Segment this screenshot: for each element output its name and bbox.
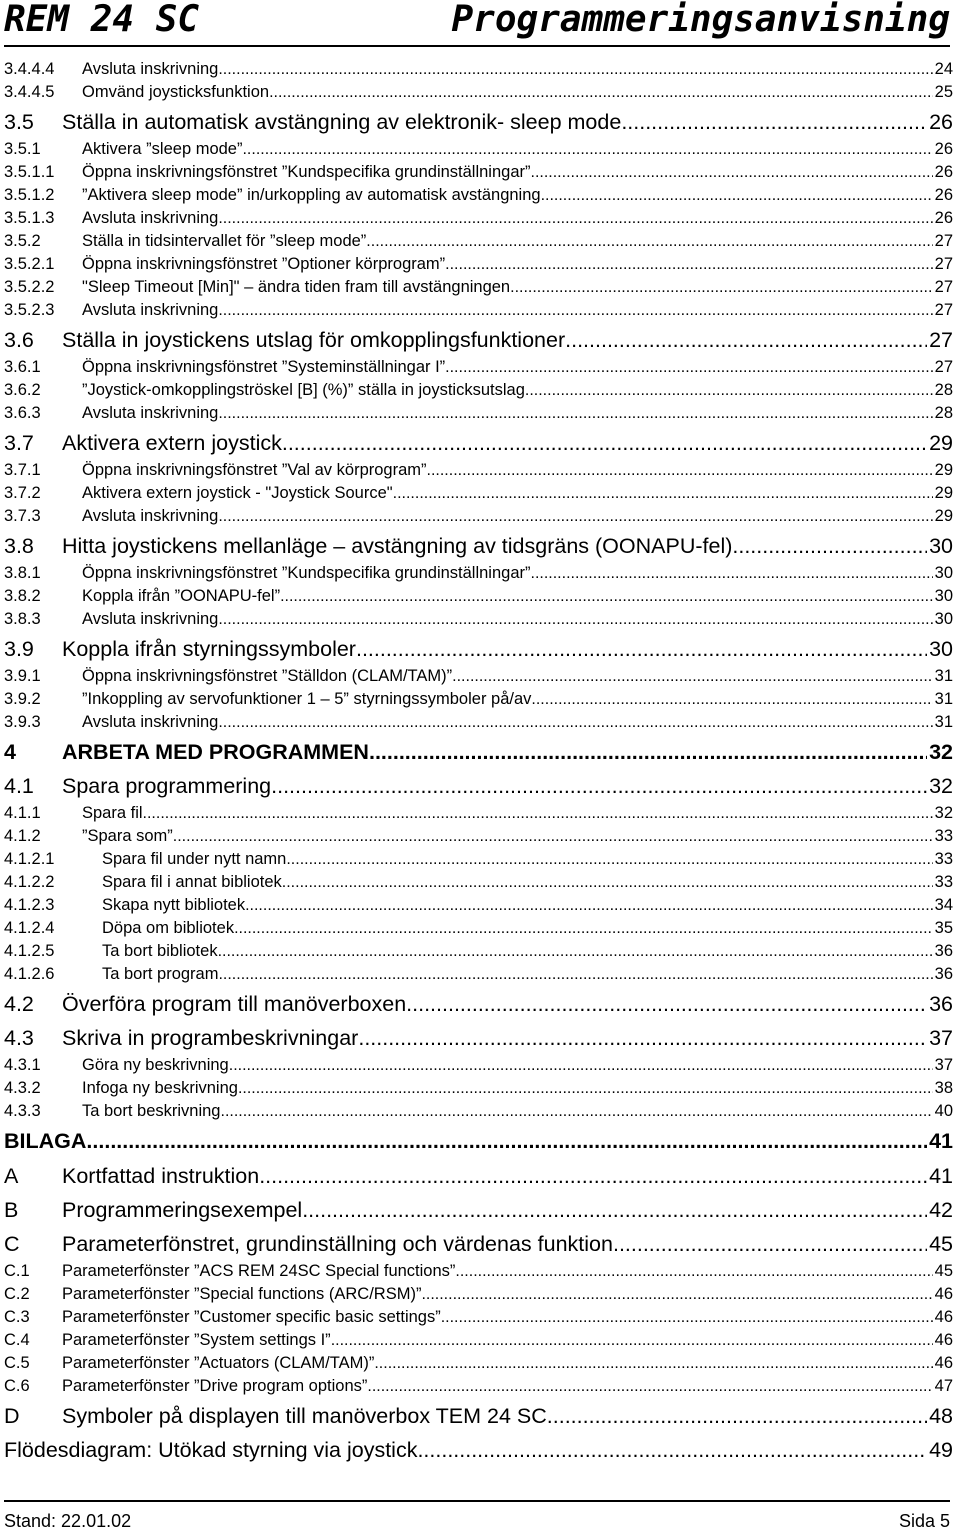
toc-dot-leader [393,482,933,505]
toc-entry-number: 4 [4,740,16,764]
toc-entry-number: 3.8.1 [4,564,41,582]
toc-dot-leader [143,802,933,825]
toc-entry[interactable] [4,276,953,299]
toc-entry-number: 4.3 [4,1026,34,1050]
toc-entry-number: 3.6.1 [4,358,41,376]
toc-entry[interactable] [4,1054,953,1077]
toc-entry[interactable] [4,585,953,608]
toc-entry[interactable] [4,528,953,562]
toc-dot-leader [86,1123,927,1158]
toc-dot-leader [271,768,927,802]
toc-entry-title: Flödesdiagram: Utökad styrning via joystick [4,1438,418,1462]
toc-dot-leader [280,585,933,608]
toc-entry[interactable] [4,1432,953,1467]
toc-entry[interactable] [4,230,953,253]
toc-entry-number: C.3 [4,1308,30,1326]
toc-entry[interactable] [4,1260,953,1283]
toc-entry-page: 33 [934,850,953,868]
toc-dot-leader [406,986,927,1020]
toc-entry-number: 3.4.4.4 [4,60,55,78]
toc-entry[interactable] [4,1020,953,1054]
toc-dot-leader [331,1329,933,1352]
toc-entry-page: 30 [934,587,953,605]
toc-entry-number: 3.5.1.3 [4,209,55,227]
toc-entry-number: 4.3.1 [4,1056,41,1074]
toc-entry-number: 3.9.1 [4,667,41,685]
toc-entry[interactable] [4,161,953,184]
toc-dot-leader [621,104,927,138]
toc-entry-page: 34 [934,896,953,914]
toc-entry-title: Öppna inskrivningsfönstret ”Ställdon (CLAM/TAM)” [82,667,453,685]
toc-entry-page: 30 [929,637,953,661]
toc-dot-leader [369,734,927,768]
toc-entry[interactable] [4,1283,953,1306]
toc-dot-leader [366,230,932,253]
toc-entry-title: Avsluta inskrivning [82,404,219,422]
toc-entry-number: 3.9.3 [4,713,41,731]
toc-entry-title: Aktivera ”sleep mode” [82,140,243,158]
toc-entry-page: 27 [934,358,953,376]
toc-dot-leader [421,1283,932,1306]
toc-entry-title: Avsluta inskrivning [82,60,219,78]
toc-entry-number: 3.7.2 [4,484,41,502]
toc-entry-title: Parameterfönster ”Drive program options” [62,1377,368,1395]
toc-entry[interactable] [4,802,953,825]
toc-entry[interactable] [4,963,953,986]
toc-entry-title: Avsluta inskrivning [82,301,219,319]
table-of-contents [4,58,953,1467]
toc-entry-number: 3.7 [4,431,34,455]
toc-entry-number: 3.5.2.2 [4,278,55,296]
toc-entry-number: 3.5 [4,110,34,134]
toc-entry-number: 3.9.2 [4,690,41,708]
toc-entry-title: BILAGA [4,1129,87,1153]
toc-entry[interactable] [4,253,953,276]
toc-entry-number: 4.1.2.6 [4,965,55,983]
toc-entry-title: Infoga ny beskrivning [82,1079,238,1097]
toc-entry-number: C.1 [4,1262,30,1280]
toc-dot-leader [441,1306,933,1329]
toc-dot-leader [218,608,932,631]
toc-entry[interactable] [4,1375,953,1398]
toc-entry-number: 3.5.1.1 [4,163,55,181]
toc-entry-title: Ta bort program [102,965,219,983]
toc-entry-number: C.2 [4,1285,30,1303]
toc-entry[interactable] [4,1226,953,1260]
page-header [4,0,950,47]
toc-dot-leader [541,184,933,207]
toc-dot-leader [531,562,933,585]
toc-entry-number: 4.1.2.1 [4,850,55,868]
toc-entry-number: 3.8 [4,534,34,558]
toc-entry[interactable] [4,379,953,402]
toc-entry-number: 3.7.1 [4,461,41,479]
toc-entry[interactable] [4,184,953,207]
toc-entry-number: 4.1.2.4 [4,919,55,937]
toc-entry-title: Göra ny beskrivning [82,1056,229,1074]
toc-entry[interactable] [4,1100,953,1123]
toc-entry-number: 3.8.3 [4,610,41,628]
footer-date: Stand: 22.01.02 [4,1511,132,1531]
toc-entry-page: 30 [929,534,953,558]
toc-entry[interactable] [4,402,953,425]
page-footer [4,1500,950,1533]
toc-dot-leader [531,161,933,184]
toc-entry-title: Spara programmering [62,774,272,798]
toc-entry-number: 4.3.3 [4,1102,41,1120]
toc-entry-title: Skapa nytt bibliotek [102,896,246,914]
toc-entry-number: 3.5.2.3 [4,301,55,319]
toc-entry-title: Omvänd joysticksfunktion [82,83,270,101]
toc-entry-number: 4.1.2.5 [4,942,55,960]
toc-entry-title: ”Aktivera sleep mode” in/urkoppling av automatisk avstängning [82,186,541,204]
toc-entry-title: Öppna inskrivningsfönstret ”Kundspecifika grundinställningar” [82,564,531,582]
toc-entry-page: 37 [929,1026,953,1050]
toc-entry-page: 28 [934,381,953,399]
toc-entry-page: 46 [934,1285,953,1303]
toc-entry[interactable] [4,459,953,482]
toc-entry[interactable] [4,1192,953,1226]
toc-entry-page: 32 [929,740,953,764]
toc-entry[interactable] [4,81,953,104]
toc-entry[interactable] [4,562,953,585]
toc-entry[interactable] [4,711,953,734]
toc-entry-title: ”Spara som” [82,827,173,845]
toc-entry-title: Avsluta inskrivning [82,713,219,731]
toc-entry-page: 26 [934,186,953,204]
toc-entry-title: Ta bort bibliotek [102,942,218,960]
toc-entry-page: 33 [934,827,953,845]
toc-entry-page: 24 [934,60,953,78]
toc-dot-leader [302,1192,927,1226]
toc-entry-page: 30 [934,564,953,582]
toc-entry[interactable] [4,1123,953,1158]
toc-entry-page: 27 [934,232,953,250]
toc-entry-number: 3.7.3 [4,507,41,525]
document-title: Programmeringsanvisning [451,0,950,40]
toc-entry-title: Hitta joystickens mellanläge – avstängning av tidsgräns (OONAPU-fel) [62,534,733,558]
toc-entry[interactable] [4,768,953,802]
toc-entry-page: 35 [934,919,953,937]
toc-entry-title: Skriva in programbeskrivningar [62,1026,359,1050]
toc-entry-title: Döpa om bibliotek [102,919,235,937]
toc-entry-number: 3.4.4.5 [4,83,55,101]
toc-entry-number: 3.5.2.1 [4,255,55,273]
toc-entry[interactable] [4,1306,953,1329]
toc-dot-leader [238,1077,933,1100]
toc-entry-page: 27 [929,328,953,352]
toc-entry-number: 3.5.2 [4,232,41,250]
toc-entry-number: C.6 [4,1377,30,1395]
toc-entry-page: 36 [934,965,953,983]
toc-entry-page: 46 [934,1308,953,1326]
toc-entry-page: 26 [934,209,953,227]
toc-entry[interactable] [4,322,953,356]
toc-entry-number: C.4 [4,1331,30,1349]
toc-dot-leader [218,963,932,986]
toc-entry[interactable] [4,734,953,768]
toc-entry-number: 3.6.3 [4,404,41,422]
toc-entry-page: 41 [929,1164,953,1188]
toc-entry[interactable] [4,1077,953,1100]
toc-entry[interactable] [4,356,953,379]
toc-dot-leader [218,58,932,81]
toc-entry-title: ”Inkoppling av servofunktioner 1 – 5” styrningssymboler på/av [82,690,532,708]
toc-dot-leader [218,207,932,230]
toc-entry-page: 36 [934,942,953,960]
toc-entry-page: 36 [929,992,953,1016]
toc-entry[interactable] [4,505,953,528]
toc-entry-title: Överföra program till manöverboxen [62,992,407,1016]
toc-dot-leader [510,276,933,299]
toc-entry[interactable] [4,917,953,940]
toc-dot-leader [547,1398,927,1432]
toc-entry-title: Ta bort beskrivning [82,1102,221,1120]
toc-dot-leader [173,825,933,848]
toc-entry[interactable] [4,608,953,631]
toc-entry[interactable] [4,207,953,230]
toc-entry-page: 31 [934,713,953,731]
toc-entry-page: 26 [929,110,953,134]
toc-dot-leader [613,1226,927,1260]
toc-entry-page: 46 [934,1331,953,1349]
toc-entry-title: Spara fil [82,804,143,822]
toc-entry-title: Koppla ifrån ”OONAPU-fel” [82,587,281,605]
toc-entry-title: Parameterfönster ”Customer specific basic settings” [62,1308,441,1326]
toc-dot-leader [732,528,927,562]
toc-entry-number: 4.1 [4,774,34,798]
toc-entry-title: Avsluta inskrivning [82,610,219,628]
toc-dot-leader [218,505,932,528]
toc-entry-title: Spara fil under nytt namn [102,850,287,868]
toc-entry[interactable] [4,825,953,848]
toc-dot-leader [218,299,932,322]
toc-entry-page: 41 [929,1129,953,1153]
toc-entry-number: C [4,1232,20,1256]
toc-entry[interactable] [4,894,953,917]
toc-entry-number: 4.1.2 [4,827,41,845]
toc-dot-leader [452,665,932,688]
toc-entry-title: Parameterfönster ”Special functions (ARC/RSM)” [62,1285,422,1303]
toc-entry-page: 31 [934,667,953,685]
toc-entry-title: Ställa in joystickens utslag för omkopplingsfunktioner [62,328,566,352]
toc-entry-page: 29 [929,431,953,455]
toc-entry[interactable] [4,1398,953,1432]
toc-entry-number: 3.8.2 [4,587,41,605]
toc-dot-leader [234,917,933,940]
toc-dot-leader [417,1432,927,1467]
toc-entry-number: 4.1.2.3 [4,896,55,914]
toc-entry-page: 42 [929,1198,953,1222]
toc-entry-number: 3.5.1.2 [4,186,55,204]
toc-dot-leader [218,711,932,734]
toc-entry-page: 48 [929,1404,953,1428]
toc-dot-leader [221,1100,933,1123]
toc-entry-page: 29 [934,507,953,525]
toc-entry-number: 4.2 [4,992,34,1016]
toc-entry-title: Ställa in tidsintervallet för ”sleep mode” [82,232,367,250]
toc-entry[interactable] [4,482,953,505]
toc-entry-title: ARBETA MED PROGRAMMEN [62,740,369,764]
toc-entry-title: Öppna inskrivningsfönstret ”Val av körprogram” [82,461,427,479]
toc-entry-title: Spara fil i annat bibliotek [102,873,282,891]
toc-entry-title: Öppna inskrivningsfönstret ”Systeminställningar I” [82,358,446,376]
toc-entry-page: 37 [934,1056,953,1074]
toc-entry-number: 4.1.2.2 [4,873,55,891]
toc-dot-leader [218,940,933,963]
toc-entry-title: Parameterfönster ”Actuators (CLAM/TAM)” [62,1354,375,1372]
toc-entry-page: 27 [934,278,953,296]
toc-entry-title: Koppla ifrån styrningssymboler [62,637,356,661]
toc-entry-number: 3.9 [4,637,34,661]
toc-entry-number: 4.3.2 [4,1079,41,1097]
toc-entry-number: 4.1.1 [4,804,41,822]
toc-entry[interactable] [4,1158,953,1192]
toc-entry[interactable] [4,848,953,871]
toc-dot-leader [356,631,927,665]
toc-entry-title: Kortfattad instruktion [62,1164,260,1188]
toc-entry-page: 27 [934,255,953,273]
toc-entry-page: 29 [934,484,953,502]
toc-dot-leader [282,871,933,894]
toc-dot-leader [445,253,932,276]
toc-entry-title: Symboler på displayen till manöverbox TEM 24 SC [62,1404,547,1428]
toc-entry-number: B [4,1198,19,1222]
toc-entry[interactable] [4,1352,953,1375]
toc-entry[interactable] [4,1329,953,1352]
toc-entry[interactable] [4,986,953,1020]
toc-dot-leader [245,894,933,917]
toc-entry-number: 3.6.2 [4,381,41,399]
toc-dot-leader [374,1352,932,1375]
toc-entry[interactable] [4,299,953,322]
toc-dot-leader [286,848,932,871]
toc-entry-page: 38 [934,1079,953,1097]
toc-entry-page: 26 [934,163,953,181]
toc-dot-leader [367,1375,932,1398]
toc-entry-page: 32 [934,804,953,822]
toc-entry-page: 25 [934,83,953,101]
toc-entry-page: 31 [934,690,953,708]
toc-entry-title: Parameterfönster ”System settings I” [62,1331,331,1349]
toc-dot-leader [455,1260,932,1283]
toc-entry[interactable] [4,871,953,894]
toc-dot-leader [445,356,932,379]
toc-entry[interactable] [4,940,953,963]
toc-entry-title: Öppna inskrivningsfönstret ”Optioner körprogram” [82,255,446,273]
document-code: REM 24 SC [4,0,200,40]
toc-entry[interactable] [4,104,953,138]
toc-entry-number: C.5 [4,1354,30,1372]
toc-entry-page: 28 [934,404,953,422]
toc-entry-page: 49 [929,1438,953,1462]
toc-dot-leader [531,688,932,711]
toc-entry-title: Parameterfönster ”ACS REM 24SC Special functions” [62,1262,456,1280]
toc-entry[interactable] [4,58,953,81]
toc-entry-title: Programmeringsexempel [62,1198,303,1222]
toc-entry-number: 3.5.1 [4,140,41,158]
toc-entry-page: 47 [934,1377,953,1395]
toc-entry-number: 3.6 [4,328,34,352]
toc-entry[interactable] [4,631,953,665]
toc-entry[interactable] [4,138,953,161]
toc-entry-page: 32 [929,774,953,798]
footer-page-number: Sida 5 [898,1511,950,1531]
toc-entry[interactable] [4,425,953,459]
toc-entry-page: 33 [934,873,953,891]
toc-dot-leader [229,1054,933,1077]
toc-dot-leader [242,138,932,161]
toc-dot-leader [525,379,933,402]
toc-entry-page: 40 [934,1102,953,1120]
toc-entry[interactable] [4,688,953,711]
toc-entry-title: Ställa in automatisk avstängning av elektronik- sleep mode [62,110,622,134]
toc-entry-page: 27 [934,301,953,319]
toc-entry-title: Avsluta inskrivning [82,507,219,525]
toc-entry-title: Aktivera extern joystick [62,431,282,455]
toc-entry-page: 29 [934,461,953,479]
toc-dot-leader [282,425,927,459]
toc-entry-title: Aktivera extern joystick - "Joystick Source" [82,484,393,502]
toc-entry-title: Parameterfönstret, grundinställning och värdenas funktion [62,1232,613,1256]
toc-entry-number: D [4,1404,20,1428]
toc-entry-title: "Sleep Timeout [Min]" – ändra tiden fram till avstängningen [82,278,511,296]
toc-entry-page: 45 [929,1232,953,1256]
toc-dot-leader [269,81,933,104]
toc-entry-title: Avsluta inskrivning [82,209,219,227]
toc-entry-page: 46 [934,1354,953,1372]
toc-dot-leader [259,1158,927,1192]
toc-entry-number: A [4,1164,19,1188]
toc-dot-leader [358,1020,927,1054]
toc-entry-page: 26 [934,140,953,158]
toc-entry-title: ”Joystick-omkopplingströskel [B] (%)” ställa in joysticksutslag [82,381,525,399]
toc-dot-leader [218,402,932,425]
toc-dot-leader [565,322,927,356]
toc-entry-page: 45 [934,1262,953,1280]
toc-dot-leader [427,459,933,482]
toc-entry-title: Öppna inskrivningsfönstret ”Kundspecifika grundinställningar” [82,163,531,181]
toc-entry[interactable] [4,665,953,688]
toc-entry-page: 30 [934,610,953,628]
